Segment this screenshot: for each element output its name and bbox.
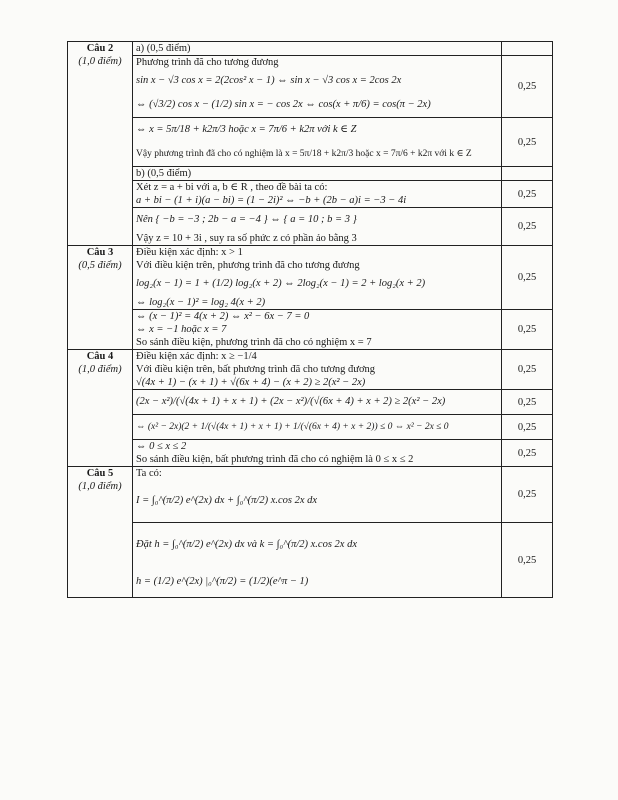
solution-line: I = ∫₀^(π/2) e^(2x) dx + ∫₀^(π/2) x.cos 2x dx: [136, 495, 318, 506]
table-row: [68, 118, 553, 167]
solution-line: Điều kiện xác định: x > 1: [136, 247, 243, 258]
solution-line: h = (1/2) e^(2x) |₀^(π/2) = (1/2)(e^π − 1): [136, 576, 309, 587]
solution-cell: [133, 415, 502, 440]
solution-line: a) (0,5 điểm): [136, 43, 191, 54]
score-cell: 0,25: [502, 467, 553, 523]
score-cell: [502, 42, 553, 56]
solution-line: Xét z = a + bi với a, b ∈ R , theo đề bài ta có:: [136, 182, 328, 193]
solution-cell: [133, 246, 502, 310]
solution-line: Với điều kiện trên, bất phương trình đã cho tương đương: [136, 364, 376, 375]
solution-line: ⇔ x = −1 hoặc x = 7: [136, 324, 227, 335]
table-row: [68, 42, 553, 56]
solution-line: ⇔ log₂(x − 1)² = log₂ 4(x + 2): [136, 297, 266, 308]
question-points: (0,5 điểm): [78, 260, 122, 271]
score-cell: 0,25: [502, 246, 553, 310]
answer-key-table: [67, 41, 553, 598]
score-cell: 0,25: [502, 415, 553, 440]
solution-cell: [133, 42, 502, 56]
solution-cell: [133, 390, 502, 415]
table-row: [68, 415, 553, 440]
table-row: [68, 310, 553, 350]
solution-line: (2x − x²)/(√(4x + 1) + x + 1) + (2x − x²)/(√(6x + 4) + x + 2) ≥ 2(x² − 2x): [136, 396, 446, 407]
table-row: [68, 246, 553, 310]
table-row: [68, 350, 553, 390]
table-row: [68, 56, 553, 118]
table-row: [68, 440, 553, 467]
question-cell: [68, 246, 133, 350]
solution-line: √(4x + 1) − (x + 1) + √(6x + 4) − (x + 2) ≥ 2(x² − 2x): [136, 377, 366, 388]
solution-line: b) (0,5 điểm): [136, 168, 192, 179]
solution-cell: [133, 181, 502, 208]
question-points: (1,0 điểm): [78, 364, 122, 375]
table-row: [68, 467, 553, 523]
table-row: [68, 523, 553, 598]
score-cell: 0,25: [502, 310, 553, 350]
solution-line: Với điều kiện trên, phương trình đã cho tương đương: [136, 260, 360, 271]
question-title: Câu 2: [86, 43, 114, 54]
solution-line: Nên { −b = −3 ; 2b − a = −4 } ⇔ { a = 10 ; b = 3 }: [136, 214, 357, 225]
solution-cell: [133, 208, 502, 246]
solution-line: Phương trình đã cho tương đương: [136, 57, 279, 68]
score-cell: 0,25: [502, 208, 553, 246]
score-cell: 0,25: [502, 118, 553, 167]
score-cell: 0,25: [502, 440, 553, 467]
score-cell: 0,25: [502, 181, 553, 208]
question-cell: [68, 467, 133, 598]
solution-line: ⇔ 0 ≤ x ≤ 2: [136, 441, 187, 452]
solution-cell: [133, 467, 502, 523]
solution-line: ⇔ x = 5π/18 + k2π/3 hoặc x = 7π/6 + k2π với k ∈ Z: [136, 124, 357, 135]
solution-cell: [133, 56, 502, 118]
solution-cell: [133, 310, 502, 350]
score-cell: 0,25: [502, 350, 553, 390]
table-row: [68, 181, 553, 208]
solution-cell: [133, 118, 502, 167]
solution-line: Ta có:: [136, 468, 162, 479]
question-cell: [68, 42, 133, 246]
solution-cell: [133, 523, 502, 598]
score-cell: 0,25: [502, 390, 553, 415]
solution-line: ⇔ (√3/2) cos x − (1/2) sin x = − cos 2x ⇔ cos(x + π/6) = cos(π − 2x): [136, 99, 431, 110]
question-title: Câu 4: [86, 351, 114, 362]
solution-line: So sánh điều kiện, bất phương trình đã cho có nghiệm là 0 ≤ x ≤ 2: [136, 454, 414, 465]
score-cell: 0,25: [502, 523, 553, 598]
solution-cell: [133, 440, 502, 467]
solution-line: Điều kiện xác định: x ≥ −1/4: [136, 351, 257, 362]
table-row: [68, 208, 553, 246]
solution-line: log₂(x − 1) = 1 + (1/2) log₂(x + 2) ⇔ 2log₂(x − 1) = 2 + log₂(x + 2): [136, 278, 426, 289]
table-row: [68, 390, 553, 415]
solution-line: Vậy z = 10 + 3i , suy ra số phức z có phần ảo bằng 3: [136, 233, 357, 244]
solution-line: Vậy phương trình đã cho có nghiệm là x = 5π/18 + k2π/3 hoặc x = 7π/6 + k2π với k ∈ Z: [136, 149, 472, 159]
solution-cell: [133, 350, 502, 390]
question-points: (1,0 điểm): [78, 481, 122, 492]
solution-line: sin x − √3 cos x = 2(2cos² x − 1) ⇔ sin x − √3 cos x = 2cos 2x: [136, 75, 402, 86]
question-cell: [68, 350, 133, 467]
score-cell: [502, 167, 553, 181]
solution-line: a + bi − (1 + i)(a − bi) = (1 − 2i)² ⇔ −b + (2b − a)i = −3 − 4i: [136, 195, 407, 206]
solution-line: Đặt h = ∫₀^(π/2) e^(2x) dx và k = ∫₀^(π/2) x.cos 2x dx: [136, 539, 358, 550]
question-points: (1,0 điểm): [78, 56, 122, 67]
solution-line: ⇔ (x² − 2x)(2 + 1/(√(4x + 1) + x + 1) + 1/(√(6x + 4) + x + 2)) ≤ 0 ⇔ x² − 2x ≤ 0: [136, 422, 449, 432]
solution-line: ⇔ (x − 1)² = 4(x + 2) ⇔ x² − 6x − 7 = 0: [136, 311, 310, 322]
solution-cell: [133, 167, 502, 181]
table-row: [68, 167, 553, 181]
question-title: Câu 5: [86, 468, 114, 479]
question-title: Câu 3: [86, 247, 114, 258]
solution-line: So sánh điều kiện, phương trình đã cho có nghiệm x = 7: [136, 337, 372, 348]
score-cell: 0,25: [502, 56, 553, 118]
